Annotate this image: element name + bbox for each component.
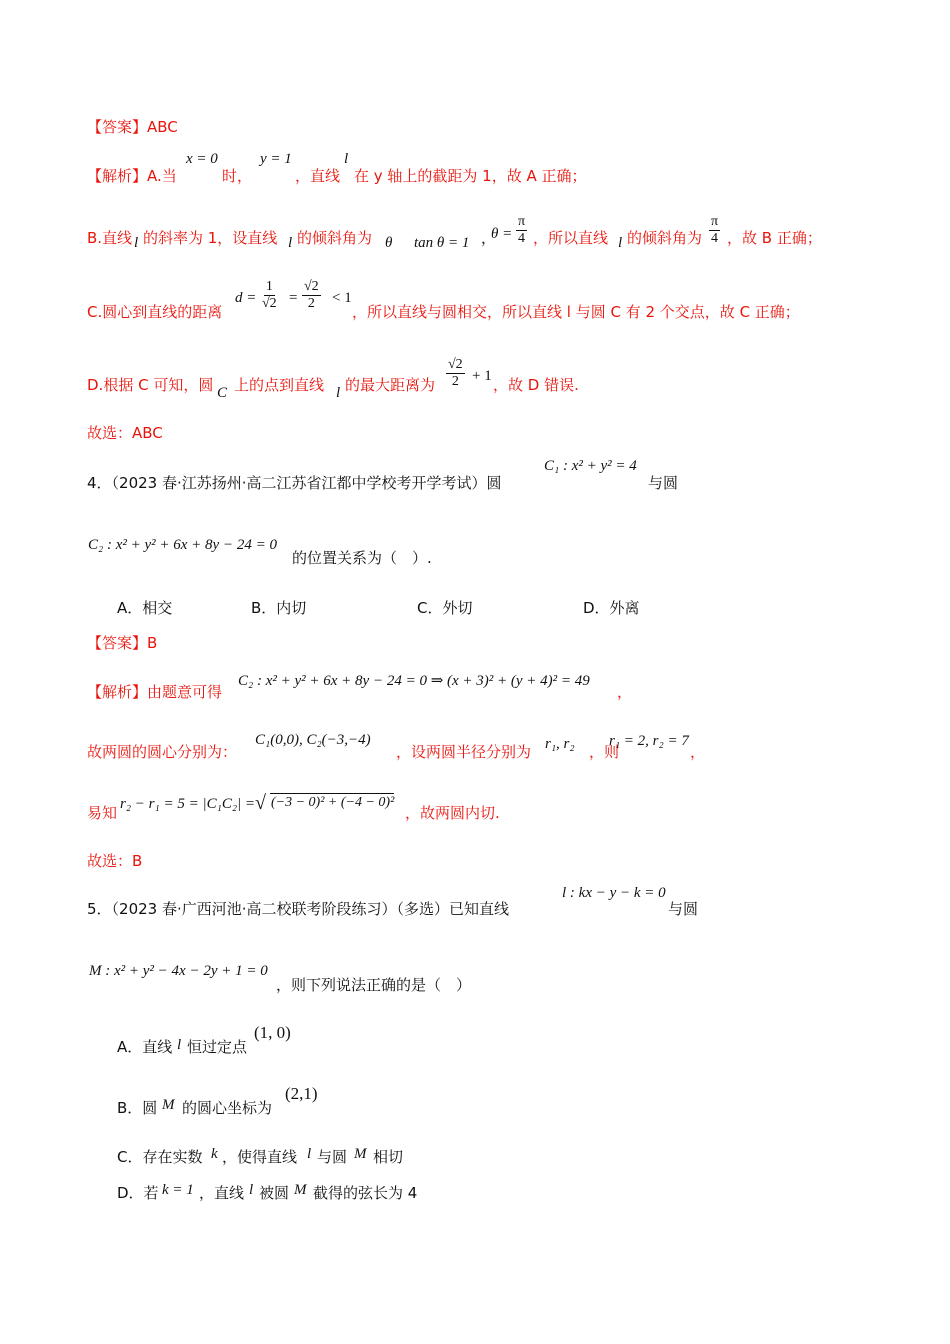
- analysis-q4-text2-end: ，: [690, 743, 706, 761]
- math-radius-difference: r₂ − r₁ = 5 = |C₁C₂| =: [120, 796, 256, 812]
- fraction-sqrt2-over-2: [302, 279, 321, 312]
- math-c2-equation: C₂ : x² + y² + 6x + 8y − 24 = 0: [88, 537, 277, 553]
- option-d-q4[interactable]: D．外离: [583, 599, 640, 617]
- analysis-q4-text1: 【解析】由题意可得: [87, 683, 223, 701]
- math-circle-m-equation: M : x² + y² − 4x − 2y + 1 = 0: [89, 963, 268, 979]
- option-d-q5-text4[interactable]: 截得的弦长为 4: [313, 1184, 418, 1202]
- option-d-q5-text2[interactable]: ，直线: [199, 1184, 245, 1202]
- fraction-pi-over-4: [709, 214, 720, 247]
- fraction-denominator: 2: [451, 374, 459, 389]
- math-line-equation: l : kx − y − k = 0: [562, 885, 666, 901]
- analysis-b-text6: ，故 B 正确；: [727, 229, 822, 247]
- analysis-a-prefix: 【解析】A.当: [87, 167, 177, 185]
- math-point-2-1: (2,1): [285, 1084, 318, 1103]
- option-b-q5-text1[interactable]: B．圆: [117, 1099, 158, 1117]
- math-l: l: [249, 1182, 254, 1198]
- fraction-denominator: 4: [518, 231, 526, 246]
- math-l: l: [618, 235, 623, 251]
- option-a-q5-text1[interactable]: A．直线: [117, 1038, 173, 1056]
- math-tan-theta: tan θ = 1: [414, 235, 470, 251]
- analysis-d-text4: ，故 D 错误.: [493, 376, 579, 394]
- fraction-numerator: π: [518, 214, 526, 229]
- math-l: l: [134, 235, 139, 251]
- analysis-q4-text3-end: ，故两圆内切.: [405, 804, 500, 822]
- fraction-sqrt2-over-2: [446, 357, 465, 390]
- analysis-q4-text2-mid: ，设两圆半径分别为: [396, 743, 532, 761]
- fraction-denominator: √2: [262, 296, 277, 311]
- math-M: M: [354, 1146, 367, 1162]
- question-5-tail: ，则下列说法正确的是（ ）: [276, 976, 472, 994]
- option-c-q5-text3[interactable]: 与圆: [317, 1148, 348, 1166]
- analysis-b-text1: B.直线: [87, 229, 133, 247]
- math-l: l: [336, 385, 341, 401]
- fraction-1-over-sqrt2: [262, 279, 277, 312]
- math-l: l: [307, 1146, 312, 1162]
- math-k: k: [211, 1146, 218, 1162]
- sqrt-symbol: √: [255, 792, 266, 814]
- fraction-denominator: 4: [711, 231, 719, 246]
- analysis-q4-text3: 易知: [87, 804, 118, 822]
- question-4-yu: 与圆: [648, 474, 679, 492]
- option-b-q5-text2[interactable]: 的圆心坐标为: [182, 1099, 273, 1117]
- choice-q3: 故选：ABC: [87, 424, 163, 442]
- math-plus-1: + 1: [472, 368, 492, 384]
- option-a-q4[interactable]: A．相交: [117, 599, 173, 617]
- math-l: l: [288, 235, 293, 251]
- fraction-numerator: √2: [448, 357, 463, 372]
- math-theta-eq: θ =: [491, 226, 513, 242]
- option-a-q5-text2[interactable]: 恒过定点: [187, 1038, 248, 1056]
- comma-sep: ，: [481, 229, 497, 247]
- fraction-pi-over-4: [516, 214, 527, 247]
- math-radii: r₁, r₂: [545, 736, 575, 752]
- analysis-c-text1: C.圆心到直线的距离: [87, 303, 223, 321]
- fraction-numerator: √2: [304, 279, 319, 294]
- analysis-a-end: 在 y 轴上的截距为 1，故 A 正确；: [354, 167, 587, 185]
- math-radii-values: r₁ = 2, r₂ = 7: [609, 733, 689, 749]
- analysis-a-mid: ，直线: [295, 167, 341, 185]
- fraction-numerator: π: [711, 214, 719, 229]
- analysis-b-text4: ，所以直线: [533, 229, 609, 247]
- math-d-eq: d =: [235, 290, 257, 306]
- math-theta: θ: [385, 235, 393, 251]
- analysis-b-text5: 的倾斜角为: [627, 229, 703, 247]
- analysis-a-when: 时，: [222, 167, 253, 185]
- math-C: C: [217, 385, 228, 401]
- choice-q4: 故选：B: [87, 852, 143, 870]
- answer-label-q4: 【答案】B: [87, 634, 158, 652]
- option-c-q5-text2[interactable]: ，使得直线: [222, 1148, 298, 1166]
- math-x-eq-0: x = 0: [186, 151, 218, 167]
- math-centers: C₁(0,0), C₂(−3,−4): [255, 732, 371, 748]
- option-d-q5-text3[interactable]: 被圆: [259, 1184, 290, 1202]
- math-l: l: [344, 151, 349, 167]
- question-4-tail: 的位置关系为（ ）.: [292, 549, 432, 567]
- analysis-d-text2: 上的点到直线: [234, 376, 325, 394]
- math-c2-derivation: C₂ : x² + y² + 6x + 8y − 24 = 0 ⇒ (x + 3)² + (y + 4)² = 49: [238, 673, 590, 689]
- option-c-q5-text1[interactable]: C．存在实数: [117, 1148, 203, 1166]
- analysis-q4-text1-end: ，: [617, 683, 633, 701]
- answer-label-q3: 【答案】ABC: [87, 118, 178, 136]
- analysis-c-text2: ，所以直线与圆相交，所以直线 l 与圆 C 有 2 个交点，故 C 正确；: [352, 303, 800, 321]
- math-sqrt-distance: (−3 − 0)² + (−4 − 0)²: [271, 795, 395, 810]
- math-y-eq-1: y = 1: [260, 151, 292, 167]
- math-c1-equation: C₁ : x² + y² = 4: [544, 458, 637, 474]
- fraction-numerator: 1: [265, 279, 273, 294]
- question-4-stem: 4．（2023 春·江苏扬州·高二江苏省江都中学校考开学考试）圆: [87, 474, 502, 492]
- math-M: M: [294, 1182, 307, 1198]
- option-c-q5-text4[interactable]: 相切: [373, 1148, 404, 1166]
- question-5-yu: 与圆: [668, 900, 699, 918]
- option-d-q5-text1[interactable]: D．若: [117, 1184, 159, 1202]
- math-l: l: [177, 1037, 182, 1053]
- option-c-q4[interactable]: C．外切: [417, 599, 473, 617]
- math-point-1-0: (1, 0): [254, 1023, 291, 1042]
- analysis-b-text2: 的斜率为 1，设直线: [143, 229, 278, 247]
- math-M: M: [162, 1097, 175, 1113]
- option-b-q4[interactable]: B．内切: [251, 599, 307, 617]
- math-k-eq-1: k = 1: [162, 1182, 194, 1198]
- math-lt-1: < 1: [332, 290, 352, 306]
- fraction-denominator: 2: [307, 296, 315, 311]
- analysis-q4-text2: 故两圆的圆心分别为：: [87, 743, 238, 761]
- analysis-d-text1: D.根据 C 可知，圆: [87, 376, 214, 394]
- question-5-stem: 5．（2023 春·广西河池·高二校联考阶段练习）（多选）已知直线: [87, 900, 510, 918]
- equals-sign: =: [289, 290, 298, 306]
- analysis-q4-text2-then: ，则: [589, 743, 620, 761]
- analysis-b-text3: 的倾斜角为: [297, 229, 373, 247]
- analysis-d-text3: 的最大距离为: [345, 376, 436, 394]
